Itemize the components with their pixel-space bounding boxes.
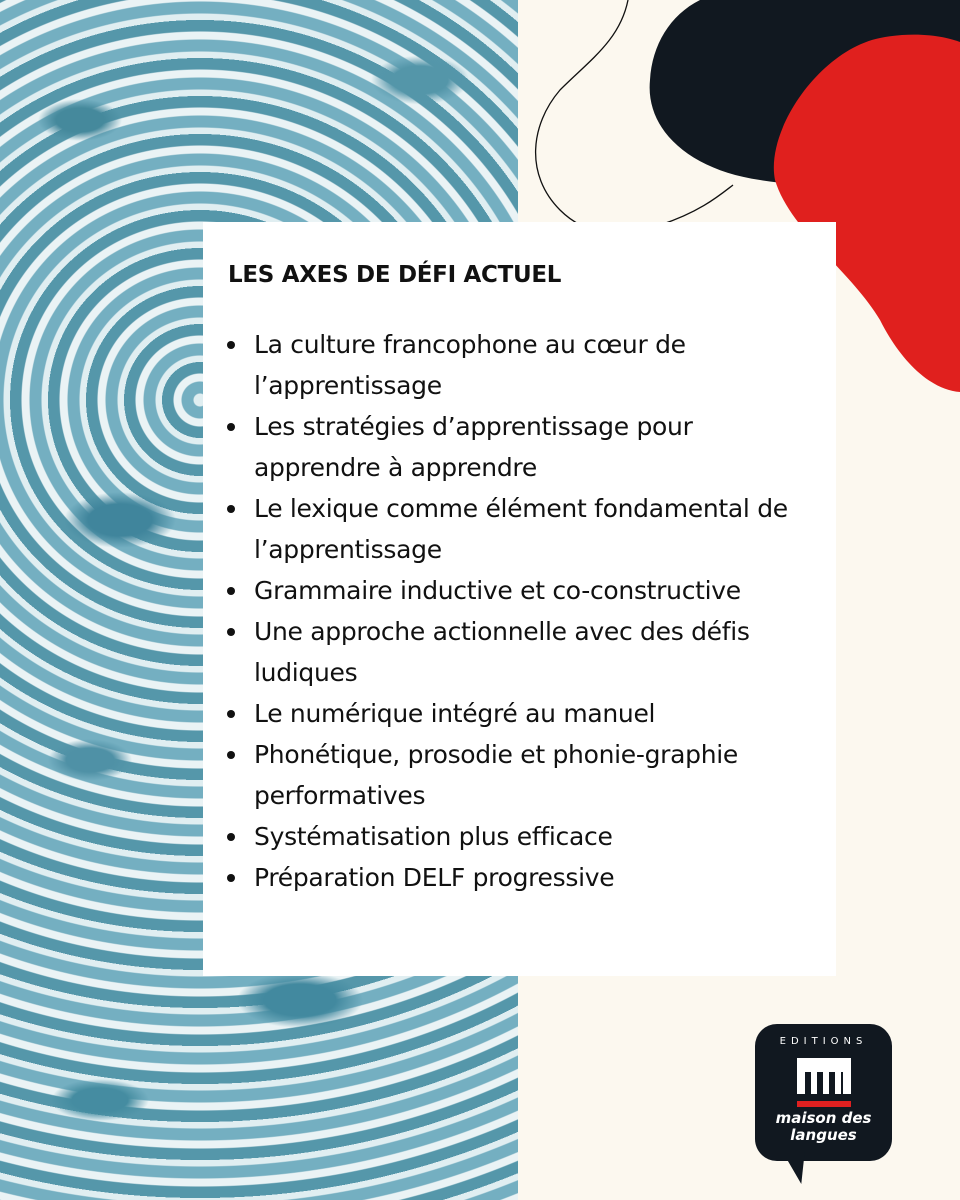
list-item-text: Le numérique intégré au manuel (254, 699, 656, 728)
list-item-text: Grammaire inductive et co-constructive (254, 576, 741, 605)
list-item (225, 570, 805, 611)
bullet-icon (227, 628, 235, 636)
maison-des-langues-logo (755, 1024, 892, 1161)
bullet-icon (227, 587, 235, 595)
bullet-icon (227, 710, 235, 718)
list-item (225, 734, 805, 816)
list-item-text: La culture francophone au cœur de l’apprentissage (254, 330, 686, 400)
logo-name-line1: maison des (775, 1109, 872, 1127)
bullet-icon (227, 341, 235, 349)
list-item (225, 324, 805, 406)
list-item-text: Une approche actionnelle avec des défis ludiques (254, 617, 750, 687)
list-item (225, 611, 805, 693)
logo-name (755, 1110, 892, 1144)
list-item-text: Préparation DELF progressive (254, 863, 615, 892)
axes-list (225, 324, 805, 898)
card-title: LES AXES DE DÉFI ACTUEL (228, 262, 562, 288)
list-item (225, 693, 805, 734)
list-item-text: Les stratégies d’apprentissage pour apprendre à apprendre (254, 412, 693, 482)
bullet-icon (227, 423, 235, 431)
list-item-text: Phonétique, prosodie et phonie-graphie performatives (254, 740, 738, 810)
bullet-icon (227, 505, 235, 513)
bullet-icon (227, 751, 235, 759)
list-item-text: Le lexique comme élément fondamental de l’apprentissage (254, 494, 788, 564)
logo-ml-mark-icon (797, 1058, 851, 1094)
logo-editions: EDITIONS (779, 1036, 868, 1047)
bullet-icon (227, 874, 235, 882)
list-item-text: Systématisation plus efficace (254, 822, 613, 851)
list-item (225, 488, 805, 570)
logo-name-line2: langues (790, 1126, 857, 1144)
list-item (225, 816, 805, 857)
content-card (203, 222, 836, 976)
list-item (225, 857, 805, 898)
list-item (225, 406, 805, 488)
logo-red-bar (797, 1101, 851, 1107)
bullet-icon (227, 833, 235, 841)
